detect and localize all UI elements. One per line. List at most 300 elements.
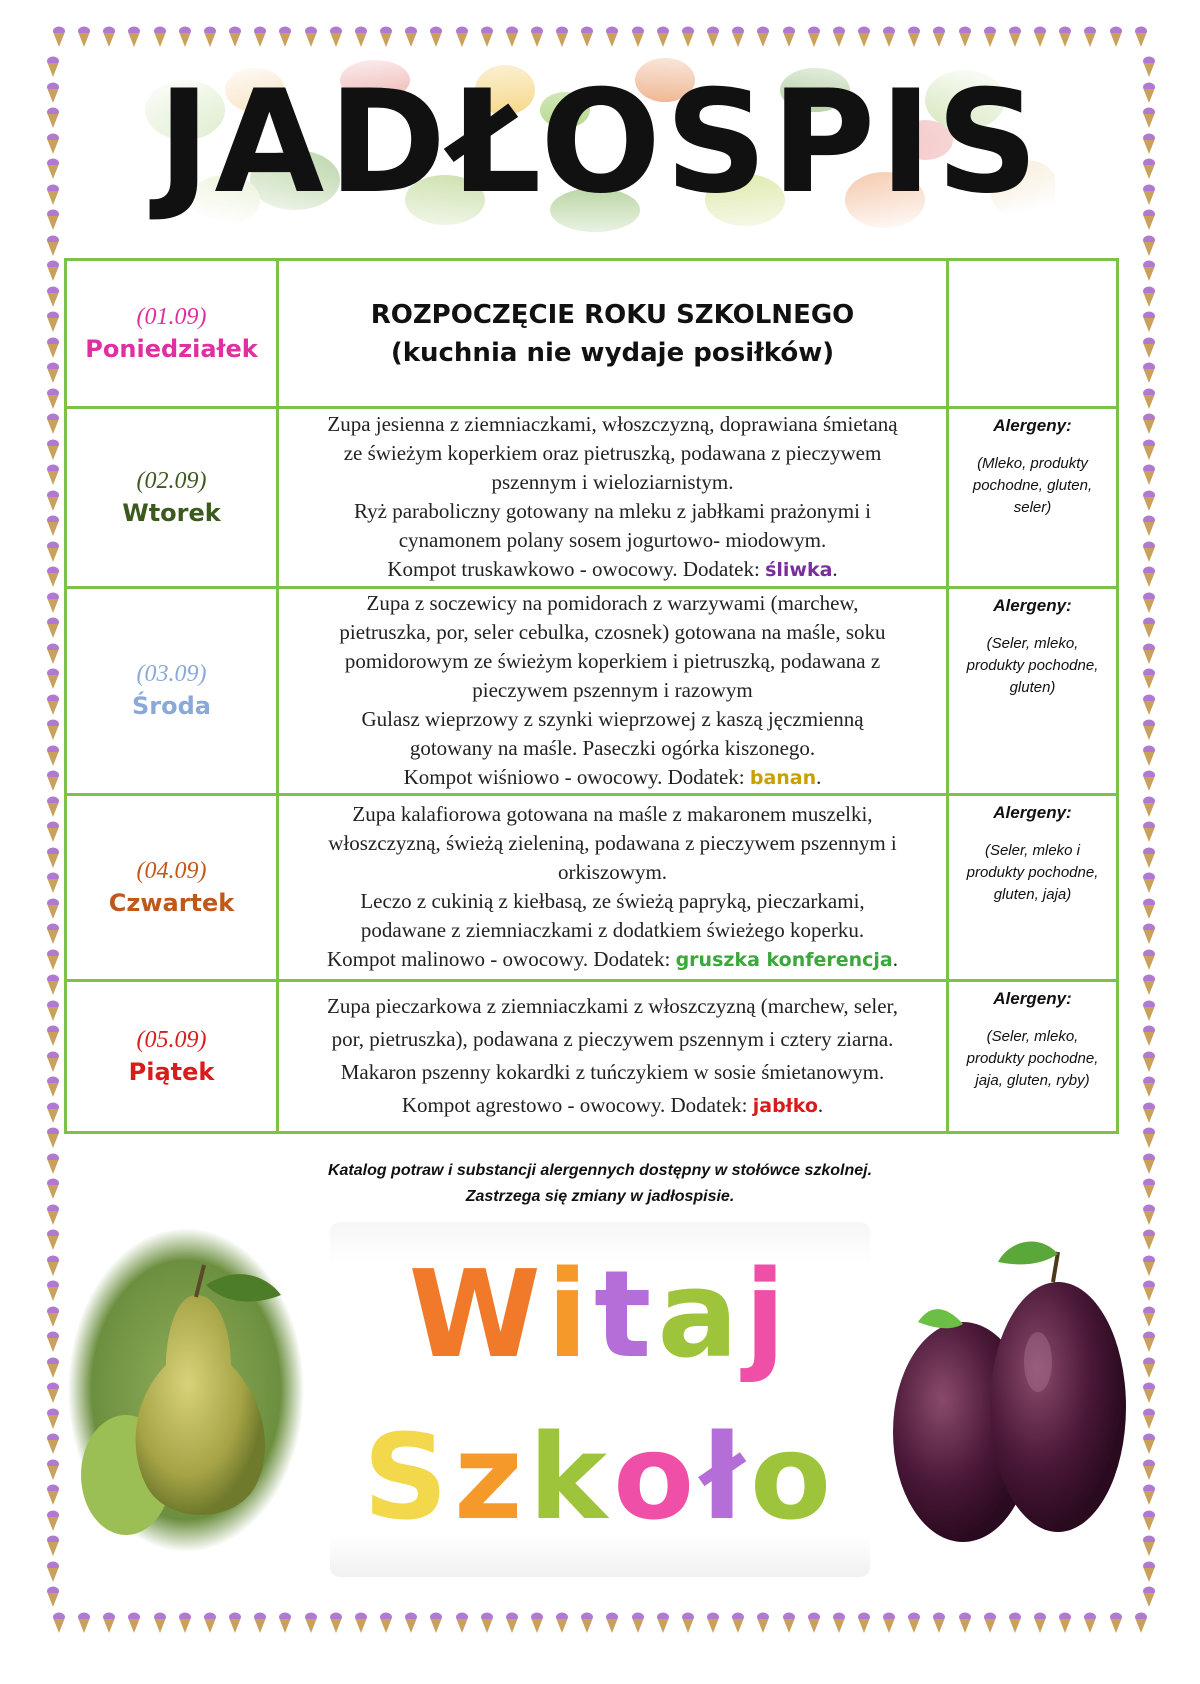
meal-line: por, pietruszka), podawana z pieczywem pszennym i cztery ziarna.: [331, 1027, 894, 1051]
ice-cream-cone-icon: [857, 1612, 871, 1634]
day-date: (04.09): [136, 857, 207, 884]
ice-cream-cone-icon: [1033, 1612, 1047, 1634]
meal-line: Makaron pszenny kokardki z tuńczykiem w sosie śmietanowym.: [340, 1060, 885, 1084]
extra-fruit: jabłko: [752, 1095, 818, 1117]
ice-cream-cone-icon: [46, 1000, 60, 1022]
menu-table: [64, 258, 1119, 1134]
ice-cream-cone-icon: [46, 1255, 60, 1277]
ice-cream-cone-icon: [429, 26, 443, 48]
page-title: JADŁOSPIS: [157, 59, 1043, 225]
ice-cream-cone-icon: [1142, 1229, 1156, 1251]
ice-cream-cone-icon: [153, 26, 167, 48]
ice-cream-cone-icon: [1142, 388, 1156, 410]
ice-cream-cone-icon: [354, 26, 368, 48]
ice-cream-cone-icon: [1142, 821, 1156, 843]
ice-cream-cone-icon: [127, 1612, 141, 1634]
ice-cream-cone-icon: [46, 413, 60, 435]
ice-cream-cone-icon: [253, 26, 267, 48]
ice-cream-cone-icon: [1008, 1612, 1022, 1634]
ice-cream-cone-icon: [178, 1612, 192, 1634]
ice-cream-cone-icon: [46, 643, 60, 665]
ice-cream-cone-icon: [1142, 413, 1156, 435]
meal-line: cynamonem polany sosem jogurtowo- miodowym.: [398, 528, 827, 552]
ice-cream-cone-icon: [46, 311, 60, 333]
ice-cream-cone-icon: [46, 1433, 60, 1455]
meal-line: podawane z ziemniaczkami z dodatkiem świeżego koperku.: [360, 918, 865, 942]
meal-line: Zupa pieczarkowa z ziemniaczkami z włoszczyzną (marchew, seler,: [327, 994, 898, 1018]
meal-line: gotowany na maśle. Paseczki ogórka kiszonego.: [409, 736, 816, 760]
day-cell-thursday: [66, 795, 278, 981]
ice-cream-cone-icon: [958, 1612, 972, 1634]
ice-cream-cone-icon: [1142, 898, 1156, 920]
day-cell-monday: [66, 260, 278, 408]
ice-cream-cone-icon: [1142, 439, 1156, 461]
ice-cream-cone-icon: [1142, 286, 1156, 308]
ice-cream-cone-icon: [1142, 107, 1156, 129]
ice-cream-cone-icon: [203, 26, 217, 48]
ice-cream-cone-icon: [857, 26, 871, 48]
allergens-list: (Mleko, produkty pochodne, gluten, seler): [972, 455, 1093, 516]
ice-cream-cone-icon: [153, 1612, 167, 1634]
ice-cream-cone-icon: [1142, 1255, 1156, 1277]
ice-cream-cone-icon: [932, 26, 946, 48]
day-cell-wednesday: [66, 588, 278, 795]
ice-cream-cone-icon: [882, 1612, 896, 1634]
ice-cream-cone-icon: [580, 26, 594, 48]
compote-line: Kompot wiśniowo - owocowy. Dodatek: banan.: [403, 765, 822, 789]
ice-cream-cone-icon: [1142, 515, 1156, 537]
ice-cream-cone-icon: [1142, 490, 1156, 512]
greeting-letter: i: [546, 1246, 594, 1385]
ice-cream-cone-icon: [46, 617, 60, 639]
greeting-letter: t: [594, 1246, 658, 1385]
ice-cream-cone-icon: [228, 26, 242, 48]
ice-cream-cone-icon: [429, 1612, 443, 1634]
ice-cream-cone-icon: [1142, 1025, 1156, 1047]
ice-cream-cone-icon: [932, 1612, 946, 1634]
ice-cream-cone-icon: [228, 1612, 242, 1634]
ice-cream-cone-icon: [127, 26, 141, 48]
compote-line: Kompot agrestowo - owocowy. Dodatek: jabłko.: [401, 1093, 824, 1117]
changes-note: Zastrzega się zmiany w jadłospisie.: [465, 1188, 735, 1205]
ice-cream-cone-icon: [555, 1612, 569, 1634]
ice-cream-cone-icon: [832, 1612, 846, 1634]
ice-cream-cone-icon: [1142, 923, 1156, 945]
ice-cream-cone-icon: [807, 26, 821, 48]
ice-cream-cone-icon: [46, 796, 60, 818]
ice-cream-cone-icon: [46, 1025, 60, 1047]
greeting-letter: z: [453, 1408, 529, 1546]
ice-cream-cone-icon: [455, 1612, 469, 1634]
ice-cream-cone-icon: [253, 1612, 267, 1634]
ice-cream-cone-icon: [907, 26, 921, 48]
ice-cream-cone-icon: [46, 719, 60, 741]
ice-cream-cone-icon: [46, 898, 60, 920]
ice-cream-cone-icon: [46, 1510, 60, 1532]
ice-cream-cone-icon: [756, 26, 770, 48]
ice-cream-cone-icon: [46, 56, 60, 78]
ice-cream-cone-icon: [46, 566, 60, 588]
ice-cream-cone-icon: [1109, 1612, 1123, 1634]
ice-cream-cone-icon: [1142, 1331, 1156, 1353]
ice-cream-cone-icon: [46, 439, 60, 461]
meals-cell-friday: [278, 981, 948, 1133]
ice-cream-cone-icon: [1142, 974, 1156, 996]
compote-text: Kompot truskawkowo - owocowy. Dodatek:: [387, 557, 766, 581]
allergens-cell-empty: [948, 260, 1118, 408]
greeting-word-1: [330, 1246, 870, 1385]
ice-cream-cone-icon: [46, 1306, 60, 1328]
allergens-title: Alergeny:: [993, 596, 1072, 615]
cone-border-right: [1142, 56, 1156, 1608]
compote-text: Kompot agrestowo - owocowy. Dodatek:: [401, 1093, 753, 1117]
ice-cream-cone-icon: [304, 26, 318, 48]
ice-cream-cone-icon: [1134, 26, 1148, 48]
ice-cream-cone-icon: [46, 286, 60, 308]
ice-cream-cone-icon: [46, 592, 60, 614]
ice-cream-cone-icon: [52, 26, 66, 48]
day-name: Piątek: [128, 1057, 215, 1086]
ice-cream-cone-icon: [1142, 541, 1156, 563]
allergens-cell: [948, 408, 1118, 588]
day-date: (05.09): [136, 1026, 207, 1053]
ice-cream-cone-icon: [178, 26, 192, 48]
ice-cream-cone-icon: [706, 1612, 720, 1634]
ice-cream-cone-icon: [278, 26, 292, 48]
ice-cream-cone-icon: [329, 1612, 343, 1634]
ice-cream-cone-icon: [46, 490, 60, 512]
ice-cream-cone-icon: [1142, 464, 1156, 486]
ice-cream-cone-icon: [203, 1612, 217, 1634]
ice-cream-cone-icon: [278, 1612, 292, 1634]
ice-cream-cone-icon: [46, 337, 60, 359]
ice-cream-cone-icon: [1142, 133, 1156, 155]
day-date: (02.09): [136, 467, 207, 494]
ice-cream-cone-icon: [1142, 719, 1156, 741]
ice-cream-cone-icon: [46, 1586, 60, 1608]
extra-fruit: śliwka: [765, 559, 833, 581]
ice-cream-cone-icon: [46, 1178, 60, 1200]
compote-text: Kompot wiśniowo - owocowy. Dodatek:: [403, 765, 750, 789]
ice-cream-cone-icon: [46, 209, 60, 231]
meal-line: Gulasz wieprzowy z szynki wieprzowej z kaszą jęczmienną: [361, 707, 864, 731]
ice-cream-cone-icon: [1142, 847, 1156, 869]
ice-cream-cone-icon: [304, 1612, 318, 1634]
ice-cream-cone-icon: [555, 26, 569, 48]
ice-cream-cone-icon: [505, 1612, 519, 1634]
ice-cream-cone-icon: [329, 26, 343, 48]
meal-line: pietruszka, por, seler cebulka, czosnek) gotowana na maśle, soku: [339, 620, 886, 644]
extra-fruit: gruszka konferencja: [675, 949, 893, 971]
meals-cell-thursday: [278, 795, 948, 981]
ice-cream-cone-icon: [1142, 1484, 1156, 1506]
ice-cream-cone-icon: [782, 1612, 796, 1634]
menu-row-thursday: [66, 795, 1118, 981]
extra-fruit: banan: [749, 767, 817, 789]
ice-cream-cone-icon: [1142, 362, 1156, 384]
allergens-list: (Seler, mleko, produkty pochodne, jaja, gluten, ryby): [966, 1028, 1099, 1089]
ice-cream-cone-icon: [1008, 26, 1022, 48]
ice-cream-cone-icon: [1142, 1204, 1156, 1226]
cone-border-bottom: [52, 1612, 1148, 1634]
ice-cream-cone-icon: [1142, 1357, 1156, 1379]
ice-cream-cone-icon: [1142, 949, 1156, 971]
ice-cream-cone-icon: [404, 1612, 418, 1634]
ice-cream-cone-icon: [46, 770, 60, 792]
compote-line: Kompot malinowo - owocowy. Dodatek: gruszka konferencja.: [326, 947, 899, 971]
ice-cream-cone-icon: [1142, 184, 1156, 206]
ice-cream-cone-icon: [46, 464, 60, 486]
ice-cream-cone-icon: [1142, 1051, 1156, 1073]
meal-line: ze świeżym koperkiem oraz pietruszką, podawana z pieczywem: [343, 441, 882, 465]
ice-cream-cone-icon: [1142, 1408, 1156, 1430]
ice-cream-cone-icon: [1142, 260, 1156, 282]
ice-cream-cone-icon: [1142, 617, 1156, 639]
ice-cream-cone-icon: [1142, 337, 1156, 359]
ice-cream-cone-icon: [1142, 694, 1156, 716]
ice-cream-cone-icon: [605, 26, 619, 48]
ice-cream-cone-icon: [455, 26, 469, 48]
greeting-letter: k: [528, 1408, 614, 1546]
ice-cream-cone-icon: [52, 1612, 66, 1634]
greeting-letter: o: [613, 1408, 701, 1546]
ice-cream-cone-icon: [1142, 1510, 1156, 1532]
ice-cream-cone-icon: [1142, 1076, 1156, 1098]
ice-cream-cone-icon: [46, 158, 60, 180]
meal-line: Zupa jesienna z ziemniaczkami, włoszczyzną, doprawiana śmietaną: [327, 412, 898, 436]
ice-cream-cone-icon: [1083, 26, 1097, 48]
ice-cream-cone-icon: [46, 1459, 60, 1481]
ice-cream-cone-icon: [580, 1612, 594, 1634]
ice-cream-cone-icon: [1142, 770, 1156, 792]
allergens-title: Alergeny:: [993, 416, 1072, 435]
ice-cream-cone-icon: [1142, 1102, 1156, 1124]
ice-cream-cone-icon: [46, 1357, 60, 1379]
meals-cell-tuesday: [278, 408, 948, 588]
day-cell-tuesday: [66, 408, 278, 588]
ice-cream-cone-icon: [1058, 1612, 1072, 1634]
ice-cream-cone-icon: [505, 26, 519, 48]
ice-cream-cone-icon: [46, 847, 60, 869]
ice-cream-cone-icon: [1033, 26, 1047, 48]
ice-cream-cone-icon: [46, 1229, 60, 1251]
ice-cream-cone-icon: [631, 1612, 645, 1634]
meal-line: Zupa z soczewicy na pomidorach z warzywami (marchew,: [366, 591, 859, 615]
ice-cream-cone-icon: [46, 1204, 60, 1226]
allergens-title: Alergeny:: [993, 989, 1072, 1008]
meals-cell-wednesday: [278, 588, 948, 795]
greeting-letter: a: [657, 1246, 745, 1385]
ice-cream-cone-icon: [756, 1612, 770, 1634]
greeting-letter: W: [408, 1246, 547, 1385]
ice-cream-cone-icon: [46, 1408, 60, 1430]
allergens-cell: [948, 795, 1118, 981]
ice-cream-cone-icon: [1142, 209, 1156, 231]
ice-cream-cone-icon: [46, 515, 60, 537]
ice-cream-cone-icon: [782, 26, 796, 48]
ice-cream-cone-icon: [404, 26, 418, 48]
ice-cream-cone-icon: [731, 1612, 745, 1634]
ice-cream-cone-icon: [46, 694, 60, 716]
allergens-title: Alergeny:: [993, 803, 1072, 822]
greeting-letter: S: [362, 1408, 454, 1546]
ice-cream-cone-icon: [1142, 592, 1156, 614]
ice-cream-cone-icon: [379, 26, 393, 48]
ice-cream-cone-icon: [1142, 872, 1156, 894]
compote-text: Kompot malinowo - owocowy. Dodatek:: [326, 947, 676, 971]
ice-cream-cone-icon: [1142, 668, 1156, 690]
ice-cream-cone-icon: [102, 26, 116, 48]
allergen-catalog-note: Katalog potraw i substancji alergennych dostępny w stołówce szkolnej.: [327, 1162, 873, 1179]
ice-cream-cone-icon: [46, 1153, 60, 1175]
meal-line: włoszczyzną, świeżą zieleniną, podawana z pieczywem pszennym i: [328, 831, 897, 855]
ice-cream-cone-icon: [1142, 1433, 1156, 1455]
ice-cream-cone-icon: [656, 26, 670, 48]
ice-cream-cone-icon: [46, 821, 60, 843]
ice-cream-cone-icon: [46, 1127, 60, 1149]
ice-cream-cone-icon: [46, 541, 60, 563]
ice-cream-cone-icon: [46, 1102, 60, 1124]
pear-image: [66, 1225, 306, 1555]
meal-line: Ryż paraboliczny gotowany na mleku z jabłkami prażonymi i: [353, 499, 871, 523]
ice-cream-cone-icon: [46, 668, 60, 690]
ice-cream-cone-icon: [46, 745, 60, 767]
ice-cream-cone-icon: [46, 82, 60, 104]
ice-cream-cone-icon: [46, 923, 60, 945]
day-name: Wtorek: [122, 498, 221, 527]
ice-cream-cone-icon: [46, 1051, 60, 1073]
ice-cream-cone-icon: [354, 1612, 368, 1634]
day-name: Środa: [132, 692, 211, 720]
special-notice-cell: [278, 260, 948, 408]
ice-cream-cone-icon: [731, 26, 745, 48]
greeting-letter: ł: [700, 1408, 750, 1546]
ice-cream-cone-icon: [480, 1612, 494, 1634]
ice-cream-cone-icon: [530, 26, 544, 48]
greeting-letter: j: [744, 1246, 792, 1385]
meal-line: Zupa kalafiorowa gotowana na maśle z makaronem muszelki,: [352, 802, 873, 826]
allergens-cell: [948, 588, 1118, 795]
ice-cream-cone-icon: [1109, 26, 1123, 48]
ice-cream-cone-icon: [1142, 1561, 1156, 1583]
ice-cream-cone-icon: [1142, 1459, 1156, 1481]
day-date: (03.09): [136, 661, 207, 687]
ice-cream-cone-icon: [1058, 26, 1072, 48]
ice-cream-cone-icon: [46, 1382, 60, 1404]
ice-cream-cone-icon: [530, 1612, 544, 1634]
ice-cream-cone-icon: [1142, 56, 1156, 78]
ice-cream-cone-icon: [1142, 311, 1156, 333]
greeting-word-2: [330, 1408, 870, 1546]
ice-cream-cone-icon: [46, 133, 60, 155]
ice-cream-cone-icon: [46, 872, 60, 894]
ice-cream-cone-icon: [1142, 1280, 1156, 1302]
menu-row-friday: [66, 981, 1118, 1133]
ice-cream-cone-icon: [102, 1612, 116, 1634]
meal-line: pomidorowym ze świeżym koperkiem i pietruszką, podawana z: [344, 649, 881, 673]
day-date: (01.09): [136, 303, 207, 330]
allergens-list: (Seler, mleko, produkty pochodne, gluten): [966, 635, 1099, 696]
ice-cream-cone-icon: [605, 1612, 619, 1634]
ice-cream-cone-icon: [77, 1612, 91, 1634]
ice-cream-cone-icon: [46, 1331, 60, 1353]
meal-line: Leczo z cukinią z kiełbasą, ze świeżą papryką, pieczarkami,: [360, 889, 865, 913]
ice-cream-cone-icon: [631, 26, 645, 48]
day-name: Czwartek: [108, 888, 235, 917]
ice-cream-cone-icon: [907, 1612, 921, 1634]
special-notice-line-2: (kuchnia nie wydaje posiłków): [390, 337, 835, 368]
header-banner: [145, 50, 1055, 235]
ice-cream-cone-icon: [1142, 1127, 1156, 1149]
day-cell-friday: [66, 981, 278, 1133]
ice-cream-cone-icon: [1142, 1153, 1156, 1175]
ice-cream-cone-icon: [983, 26, 997, 48]
greeting-panel: [330, 1222, 870, 1577]
ice-cream-cone-icon: [1142, 643, 1156, 665]
ice-cream-cone-icon: [958, 26, 972, 48]
ice-cream-cone-icon: [681, 26, 695, 48]
ice-cream-cone-icon: [480, 26, 494, 48]
ice-cream-cone-icon: [46, 107, 60, 129]
ice-cream-cone-icon: [832, 26, 846, 48]
ice-cream-cone-icon: [46, 388, 60, 410]
ice-cream-cone-icon: [46, 1561, 60, 1583]
ice-cream-cone-icon: [1142, 745, 1156, 767]
ice-cream-cone-icon: [1142, 158, 1156, 180]
ice-cream-cone-icon: [1142, 1586, 1156, 1608]
ice-cream-cone-icon: [1142, 1000, 1156, 1022]
plum-image: [888, 1232, 1128, 1562]
footer-notes: [64, 1158, 1136, 1210]
allergens-cell: [948, 981, 1118, 1133]
cone-border-left: [46, 56, 60, 1608]
meal-line: pieczywem pszennym i razowym: [472, 678, 753, 702]
ice-cream-cone-icon: [882, 26, 896, 48]
meal-line: pszennym i wieloziarnistym.: [491, 470, 734, 494]
ice-cream-cone-icon: [1142, 235, 1156, 257]
menu-row-monday: [66, 260, 1118, 408]
ice-cream-cone-icon: [1142, 1382, 1156, 1404]
ice-cream-cone-icon: [681, 1612, 695, 1634]
ice-cream-cone-icon: [46, 1280, 60, 1302]
ice-cream-cone-icon: [46, 235, 60, 257]
menu-row-wednesday: [66, 588, 1118, 795]
ice-cream-cone-icon: [706, 26, 720, 48]
compote-line: Kompot truskawkowo - owocowy. Dodatek: śliwka.: [387, 557, 838, 581]
allergens-list: (Seler, mleko i produkty pochodne, gluten, jaja): [966, 842, 1099, 903]
ice-cream-cone-icon: [46, 1484, 60, 1506]
special-notice-line-1: ROZPOCZĘCIE ROKU SZKOLNEGO: [370, 299, 855, 330]
cone-border-top: [52, 26, 1148, 48]
ice-cream-cone-icon: [46, 974, 60, 996]
ice-cream-cone-icon: [807, 1612, 821, 1634]
ice-cream-cone-icon: [1142, 796, 1156, 818]
ice-cream-cone-icon: [46, 184, 60, 206]
ice-cream-cone-icon: [1142, 566, 1156, 588]
day-name: Poniedziałek: [85, 334, 258, 363]
ice-cream-cone-icon: [983, 1612, 997, 1634]
ice-cream-cone-icon: [1142, 1306, 1156, 1328]
ice-cream-cone-icon: [1134, 1612, 1148, 1634]
ice-cream-cone-icon: [46, 362, 60, 384]
greeting-letter: o: [749, 1408, 838, 1546]
ice-cream-cone-icon: [46, 1076, 60, 1098]
ice-cream-cone-icon: [46, 1535, 60, 1557]
ice-cream-cone-icon: [1142, 1178, 1156, 1200]
ice-cream-cone-icon: [46, 949, 60, 971]
ice-cream-cone-icon: [77, 26, 91, 48]
ice-cream-cone-icon: [46, 260, 60, 282]
